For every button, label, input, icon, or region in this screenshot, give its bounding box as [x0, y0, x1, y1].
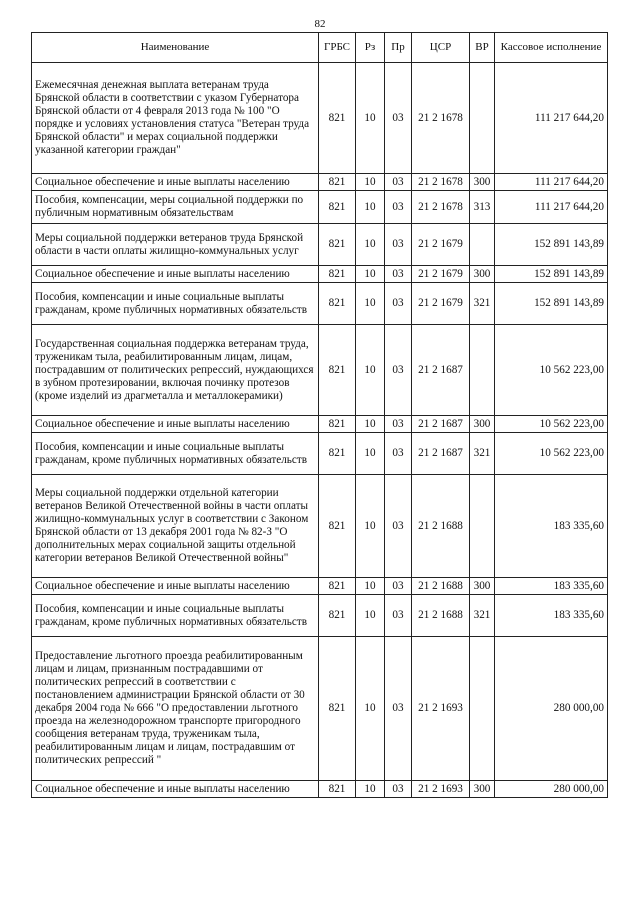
col-header-rz: Рз: [356, 33, 385, 63]
cell-rz: 10: [356, 475, 385, 578]
cell-csr: 21 2 1679: [412, 224, 470, 266]
cell-grbs: 821: [319, 224, 356, 266]
cell-name: Социальное обеспечение и иные выплаты населению: [32, 174, 319, 191]
table-row: [32, 224, 608, 266]
cell-amount: 111 217 644,20: [495, 191, 608, 224]
cell-vr: [470, 325, 495, 416]
cell-pr: 03: [385, 416, 412, 433]
cell-grbs: 821: [319, 475, 356, 578]
cell-amount: 183 335,60: [495, 578, 608, 595]
cell-amount: 183 335,60: [495, 475, 608, 578]
cell-grbs: 821: [319, 283, 356, 325]
cell-rz: 10: [356, 266, 385, 283]
cell-csr: 21 2 1679: [412, 283, 470, 325]
cell-rz: 10: [356, 191, 385, 224]
table-row: [32, 578, 608, 595]
cell-vr: [470, 224, 495, 266]
table-row: [32, 475, 608, 578]
table-row: [32, 637, 608, 781]
cell-amount: 152 891 143,89: [495, 266, 608, 283]
cell-rz: 10: [356, 416, 385, 433]
col-header-name: Наименование: [32, 33, 319, 63]
cell-rz: 10: [356, 637, 385, 781]
cell-amount: 10 562 223,00: [495, 416, 608, 433]
cell-grbs: 821: [319, 433, 356, 475]
cell-pr: 03: [385, 191, 412, 224]
table-row: [32, 595, 608, 637]
col-header-vr: ВР: [470, 33, 495, 63]
cell-grbs: 821: [319, 416, 356, 433]
cell-amount: 111 217 644,20: [495, 63, 608, 174]
cell-vr: 313: [470, 191, 495, 224]
cell-name: Пособия, компенсации и иные социальные выплаты гражданам, кроме публичных нормативных обязательств: [32, 433, 319, 475]
table-row: [32, 416, 608, 433]
cell-vr: 300: [470, 578, 495, 595]
cell-rz: 10: [356, 283, 385, 325]
cell-name: Государственная социальная поддержка ветеранам труда, труженикам тыла, реабилитированным лицам, лицам, пострадавшим от политических репрессий, нуждающихся в зубном протезировании, включая починку протезов (кроме изделий из драгметалла и металлокерамики): [32, 325, 319, 416]
cell-name: Предоставление льготного проезда реабилитированным лицам и лицам, признанным пострадавшими от политических репрессий в соответствии с постановлением администрации Брянской области от 30 декабря 2004 года № 666 "О предоставлении льготного проезда на железнодорожном транспорте пригородного сообщения ветеранам труда, труженикам тыла, реабилитированным лицам и лицам, пострадавшим от политических репрессий ": [32, 637, 319, 781]
cell-rz: 10: [356, 63, 385, 174]
cell-name: Пособия, компенсации и иные социальные выплаты гражданам, кроме публичных нормативных обязательств: [32, 283, 319, 325]
col-header-pr: Пр: [385, 33, 412, 63]
cell-csr: 21 2 1678: [412, 174, 470, 191]
table-row: [32, 283, 608, 325]
cell-csr: 21 2 1678: [412, 63, 470, 174]
cell-pr: 03: [385, 63, 412, 174]
cell-amount: 183 335,60: [495, 595, 608, 637]
cell-pr: 03: [385, 433, 412, 475]
cell-grbs: 821: [319, 174, 356, 191]
cell-csr: 21 2 1687: [412, 416, 470, 433]
cell-csr: 21 2 1687: [412, 433, 470, 475]
cell-csr: 21 2 1687: [412, 325, 470, 416]
table-row: [32, 191, 608, 224]
cell-grbs: 821: [319, 595, 356, 637]
cell-vr: 300: [470, 266, 495, 283]
cell-grbs: 821: [319, 637, 356, 781]
cell-grbs: 821: [319, 191, 356, 224]
cell-amount: 10 562 223,00: [495, 433, 608, 475]
cell-vr: 321: [470, 283, 495, 325]
cell-vr: 300: [470, 174, 495, 191]
col-header-amount: Кассовое исполнение: [495, 33, 608, 63]
cell-rz: 10: [356, 578, 385, 595]
cell-pr: 03: [385, 325, 412, 416]
cell-pr: 03: [385, 224, 412, 266]
cell-amount: 10 562 223,00: [495, 325, 608, 416]
cell-name: Социальное обеспечение и иные выплаты населению: [32, 781, 319, 798]
cell-vr: [470, 637, 495, 781]
cell-name: Пособия, компенсации, меры социальной поддержки по публичным нормативным обязательствам: [32, 191, 319, 224]
cell-pr: 03: [385, 781, 412, 798]
cell-rz: 10: [356, 325, 385, 416]
cell-amount: 280 000,00: [495, 781, 608, 798]
cell-rz: 10: [356, 224, 385, 266]
cell-rz: 10: [356, 595, 385, 637]
cell-grbs: 821: [319, 325, 356, 416]
table-row: [32, 325, 608, 416]
page-number: 82: [314, 18, 326, 30]
cell-vr: 300: [470, 781, 495, 798]
col-header-grbs: ГРБС: [319, 33, 356, 63]
cell-csr: 21 2 1688: [412, 475, 470, 578]
cell-amount: 152 891 143,89: [495, 283, 608, 325]
cell-rz: 10: [356, 433, 385, 475]
cell-name: Меры социальной поддержки ветеранов труда Брянской области в части оплаты жилищно-коммунальных услуг: [32, 224, 319, 266]
table-row: [32, 781, 608, 798]
cell-amount: 111 217 644,20: [495, 174, 608, 191]
cell-name: Ежемесячная денежная выплата ветеранам труда Брянской области в соответствии с указом Губернатора Брянской области от 4 февраля 2013 года № 100 "О порядке и условиях установления статуса "Ветеран труда Брянской области" и мерах социальной поддержки указанной категории граждан": [32, 63, 319, 174]
cell-csr: 21 2 1678: [412, 191, 470, 224]
cell-name: Меры социальной поддержки отдельной категории ветеранов Великой Отечественной войны в части оплаты жилищно-коммунальных услуг в соответствии с Законом Брянской области от 13 декабря 2001 года № 82-З "О дополнительных мерах социальной защиты отдельной категории ветеранов Великой Отечественной войны": [32, 475, 319, 578]
cell-name: Социальное обеспечение и иные выплаты населению: [32, 266, 319, 283]
cell-pr: 03: [385, 637, 412, 781]
header-row: [32, 33, 608, 63]
cell-grbs: 821: [319, 578, 356, 595]
cell-pr: 03: [385, 266, 412, 283]
cell-rz: 10: [356, 174, 385, 191]
cell-name: Социальное обеспечение и иные выплаты населению: [32, 416, 319, 433]
table-row: [32, 433, 608, 475]
cell-amount: 152 891 143,89: [495, 224, 608, 266]
cell-vr: 321: [470, 595, 495, 637]
cell-name: Социальное обеспечение и иные выплаты населению: [32, 578, 319, 595]
budget-table: [31, 32, 608, 798]
cell-csr: 21 2 1693: [412, 637, 470, 781]
cell-pr: 03: [385, 283, 412, 325]
cell-csr: 21 2 1688: [412, 595, 470, 637]
cell-pr: 03: [385, 578, 412, 595]
cell-pr: 03: [385, 174, 412, 191]
cell-grbs: 821: [319, 781, 356, 798]
cell-grbs: 821: [319, 63, 356, 174]
cell-vr: [470, 475, 495, 578]
cell-vr: [470, 63, 495, 174]
cell-csr: 21 2 1679: [412, 266, 470, 283]
cell-vr: 321: [470, 433, 495, 475]
table-row: [32, 174, 608, 191]
cell-grbs: 821: [319, 266, 356, 283]
cell-rz: 10: [356, 781, 385, 798]
cell-csr: 21 2 1688: [412, 578, 470, 595]
table-row: [32, 266, 608, 283]
cell-vr: 300: [470, 416, 495, 433]
cell-pr: 03: [385, 475, 412, 578]
cell-name: Пособия, компенсации и иные социальные выплаты гражданам, кроме публичных нормативных обязательств: [32, 595, 319, 637]
col-header-csr: ЦСР: [412, 33, 470, 63]
cell-csr: 21 2 1693: [412, 781, 470, 798]
cell-amount: 280 000,00: [495, 637, 608, 781]
cell-pr: 03: [385, 595, 412, 637]
table-row: [32, 63, 608, 174]
